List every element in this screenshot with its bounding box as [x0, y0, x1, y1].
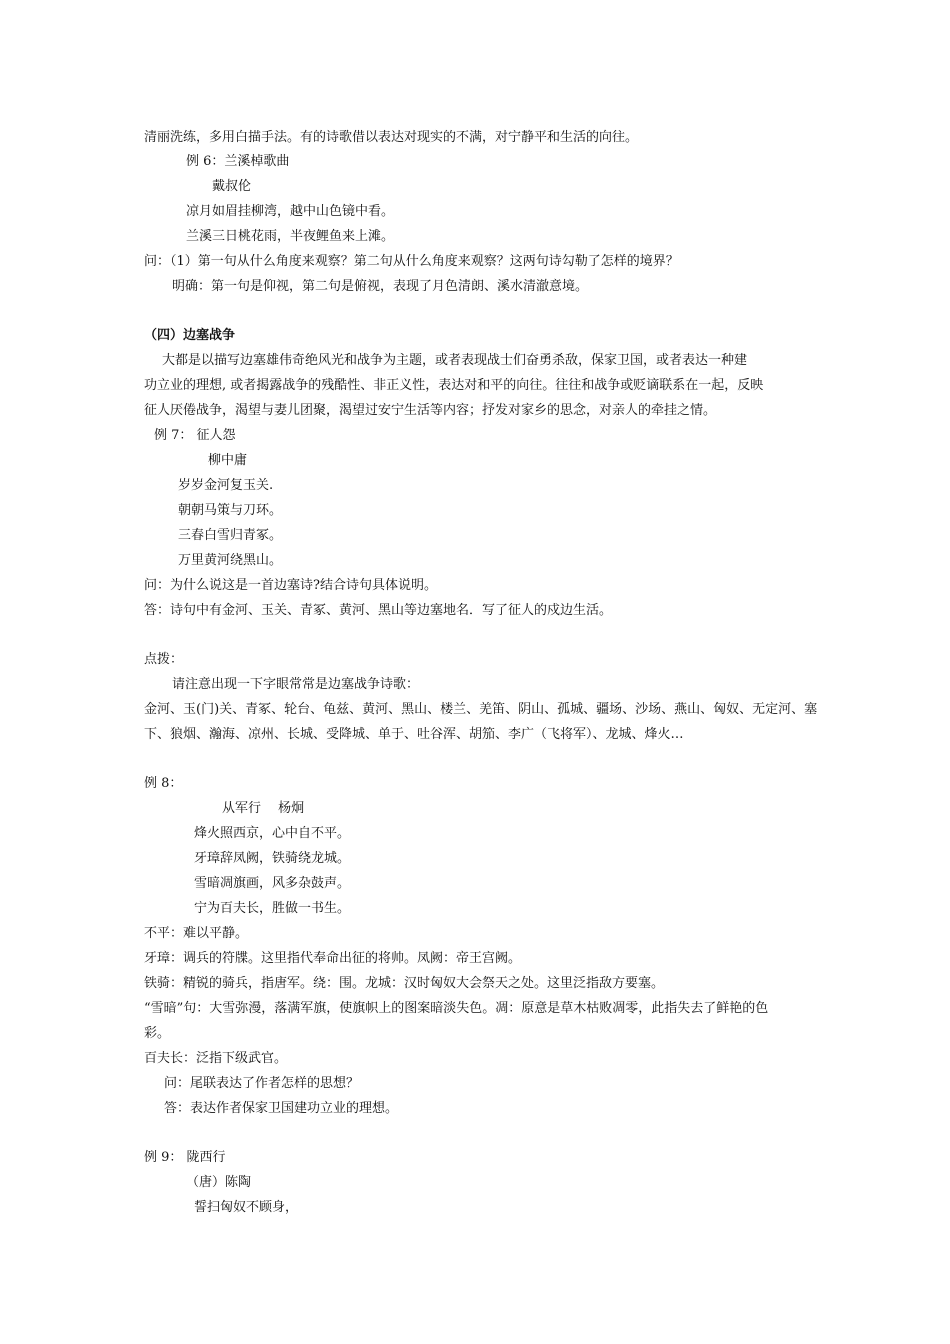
annotation-line: 牙璋：调兵的符牒。这里指代奉命出征的将帅。凤阙：帝王宫阙。 — [144, 951, 522, 966]
poem-line: 烽火照西京，心中自不平。 — [194, 826, 351, 841]
example-title: 例 9： 陇西行 — [144, 1150, 226, 1165]
example-title: 例 6：兰溪棹歌曲 — [186, 154, 290, 169]
section-heading: （四）边塞战争 — [144, 328, 236, 343]
poem-author: 戴叔伦 — [212, 179, 252, 194]
poem-line: 雪暗凋旗画，风多杂鼓声。 — [194, 876, 351, 891]
answer-line: 明确：第一句是仰视，第二句是俯视，表现了月色清朗、溪水清澈意境。 — [172, 279, 589, 294]
question-line: 问：（1）第一句从什么角度来观察？第二句从什么角度来观察？这两句诗勾勒了怎样的境界？ — [144, 254, 679, 269]
text-line: 功立业的理想, 或者揭露战争的残酷性、非正义性，表达对和平的向往。往往和战争或贬谪联系在一起，反映 — [144, 378, 764, 393]
poem-line: 万里黄河绕黑山。 — [178, 553, 283, 568]
poem-title-author: 从军行 杨炯 — [222, 801, 305, 816]
text-line: 大都是以描写边塞雄伟奇绝风光和战争为主题，或者表现战士们奋勇杀敌，保家卫国，或者表达一种建 — [162, 353, 748, 368]
poem-author: （唐）陈陶 — [186, 1175, 252, 1190]
text-line: 请注意出现一下字眼常常是边塞战争诗歌： — [172, 677, 420, 692]
annotation-line: “雪暗”句：大雪弥漫，落满军旗，使旗帜上的图案暗淡失色。凋：原意是草木枯败凋零，此指失去了鲜艳的色 — [144, 1001, 769, 1016]
text-line: 征人厌倦战争，渴望与妻儿团聚，渴望过安宁生活等内容；抒发对家乡的思念，对亲人的牵挂之情。 — [144, 403, 717, 418]
poem-line: 三春白雪归青冢。 — [178, 528, 283, 543]
question-line: 问：尾联表达了作者怎样的思想？ — [164, 1076, 360, 1091]
poem-author: 柳中庸 — [208, 453, 248, 468]
example-title: 例 8： — [144, 776, 183, 791]
poem-line: 凉月如眉挂柳湾，越中山色镜中看。 — [186, 204, 395, 219]
annotation-line: 彩。 — [144, 1026, 171, 1041]
answer-line: 答：表达作者保家卫国建功立业的理想。 — [164, 1101, 399, 1116]
poem-line: 牙璋辞凤阙，铁骑绕龙城。 — [194, 851, 351, 866]
text-line: 清丽洗练，多用白描手法。有的诗歌借以表达对现实的不满，对宁静平和生活的向往。 — [144, 130, 639, 145]
text-line: 金河、玉(门)关、青冢、轮台、龟兹、黄河、黑山、楼兰、羌笛、阴山、孤城、疆场、沙场、燕山、匈奴、无定河、塞 — [144, 702, 818, 717]
poem-line: 岁岁金河复玉关. — [178, 478, 274, 493]
poem-line: 誓扫匈奴不顾身， — [194, 1200, 299, 1215]
question-line: 问：为什么说这是一首边塞诗?结合诗句具体说明。 — [144, 578, 437, 593]
tip-label: 点拨： — [144, 652, 184, 667]
annotation-line: 不平：难以平静。 — [144, 926, 249, 941]
poem-line: 宁为百夫长，胜做一书生。 — [194, 901, 351, 916]
example-title: 例 7： 征人怨 — [154, 428, 236, 443]
poem-line: 兰溪三日桃花雨，半夜鲤鱼来上滩。 — [186, 229, 395, 244]
text-line: 下、狼烟、瀚海、凉州、长城、受降城、单于、吐谷浑、胡笳、李广（飞将军）、龙城、烽火… — [144, 727, 684, 742]
answer-line: 答：诗句中有金河、玉关、青冢、黄河、黑山等边塞地名．写了征人的戍边生活。 — [144, 603, 613, 618]
annotation-line: 百夫长：泛指下级武官。 — [144, 1051, 288, 1066]
annotation-line: 铁骑：精锐的骑兵，指唐军。绕：围。龙城：汉时匈奴大会祭天之处。这里泛指敌方要塞。 — [144, 976, 665, 991]
poem-line: 朝朝马策与刀环。 — [178, 503, 283, 518]
